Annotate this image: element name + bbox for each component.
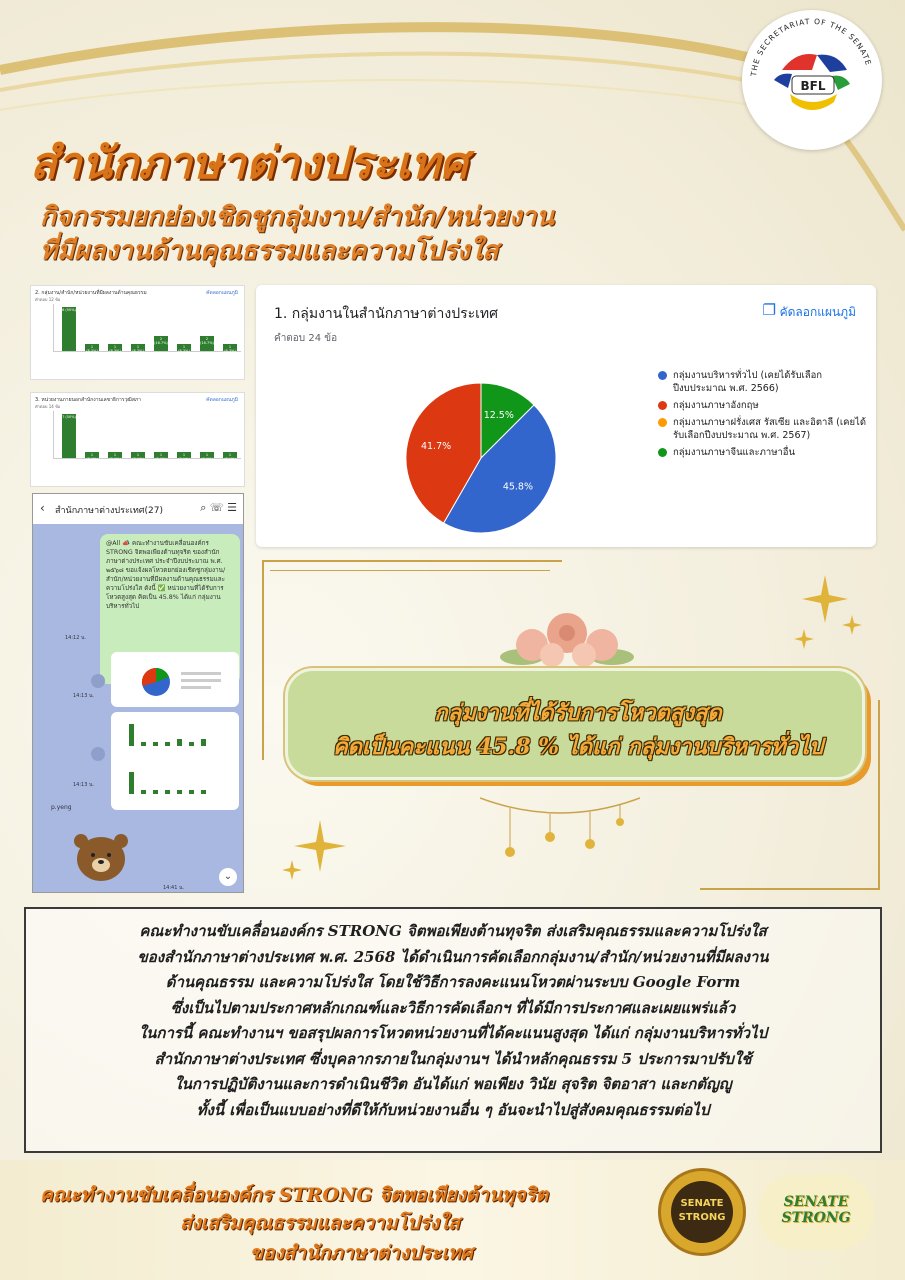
copy-chart-link[interactable]: คัดลอกแผนภูมิ: [779, 305, 856, 319]
thumb-chart-copy-link[interactable]: คัดลอกแผนภูมิ: [206, 290, 238, 296]
description-line: ในการปฏิบัติงานและการดำเนินชีวิต อันได้แก่ พอเพียง วินัย สุจริต จิตอาสา และกตัญญู: [174, 1075, 732, 1093]
message-time: 14:12 น.: [65, 635, 87, 641]
thumb-bar-label: 1 (7.1%): [178, 452, 190, 461]
chat-header-icons[interactable]: ⌕ ☏ ☰: [200, 501, 237, 514]
scroll-down-icon[interactable]: ⌄: [219, 868, 237, 886]
description-line: ด้านคุณธรรม และความโปร่งใส โดยใช้วิธีการลงคะแนนโหวตผ่านระบบ Google Form: [165, 973, 741, 991]
legend-dot-icon: [658, 448, 667, 457]
thumb-bar-label: 1 (7.1%): [132, 452, 144, 461]
seal-text: SENATE STRONG: [671, 1181, 733, 1243]
logo-ring-text: THE SECRETARIAT OF THE SENATE: [749, 16, 874, 77]
legend-label: กลุ่มงานภาษาจีนและภาษาอื่น: [673, 447, 795, 458]
thumb-bar-label: 1 (8.3%): [224, 344, 236, 353]
banner-line-2: คิดเป็นคะแนน 45.8 % ได้แก่ กลุ่มงานบริหารทั่วไป: [332, 734, 824, 760]
logo-badge-text: BFL: [800, 79, 826, 93]
subtitle-line-1: กิจกรรมยกย่องเชิดชูกลุ่มงาน/สำนัก/หน่วยงาน: [40, 202, 555, 232]
thumb-chart-title: 3. หน่วยงานภายนอกสำนักงานเลขาธิการวุฒิสภา: [35, 397, 141, 403]
legend-dot-icon: [658, 418, 667, 427]
thumb-bar: [223, 344, 237, 351]
line-chat-screenshot: [32, 493, 244, 893]
secretariat-logo: [742, 10, 882, 150]
rose-decoration: [492, 605, 642, 675]
pie-chart-card: [256, 285, 876, 547]
mini-pie-thumb: [111, 652, 239, 707]
thumb-bar-label: 1 (8.3%): [86, 344, 98, 353]
mini-bar-thumb: [111, 712, 239, 810]
sparkle-icon: [280, 810, 360, 890]
pie-slice-label: 12.5%: [483, 410, 514, 422]
pie-slice-label: 41.7%: [420, 441, 452, 453]
thumb-bar-label: 2 (16.7%): [200, 337, 214, 346]
page-title: สำนักภาษาต่างประเทศ: [30, 138, 468, 189]
sender-name: p.yeng: [51, 804, 72, 811]
pie-legend: [658, 369, 868, 463]
thumb-bar-label: 7 (50%): [62, 415, 76, 419]
thumb-bar: [223, 452, 237, 461]
legend-item: [658, 446, 868, 459]
thumb-chart-count: คำตอบ 12 ข้อ: [35, 297, 61, 302]
pie-chart-title: 1. กลุ่มงานในสำนักภาษาต่างประเทศ: [274, 306, 499, 322]
hanging-ornament-decoration: [480, 788, 640, 868]
legend-label: กลุ่มงานภาษาอังกฤษ: [673, 400, 759, 411]
footer-line-3: ของสำนักภาษาต่างประเทศ: [250, 1242, 473, 1264]
thumb-bar-label: 1 (7.1%): [109, 452, 121, 461]
pie-slice-label: 45.8%: [502, 481, 534, 493]
description-line: สำนักภาษาต่างประเทศ ซึ่งบุคลากรภายในกลุ่มงานฯ ได้นำหลักคุณธรรม 5 ประการมาปรับใช้: [154, 1049, 752, 1068]
description-line: ทั้งนี้ เพื่อเป็นแบบอย่างที่ดีให้กับหน่วยงานอื่น ๆ อันจะนำไปสู่สังคมคุณธรรมต่อไป: [196, 1100, 710, 1119]
thumb-bar: [108, 344, 122, 351]
chat-header: [33, 494, 244, 524]
senate-strong-seal: [658, 1168, 746, 1256]
legend-dot-icon: [658, 401, 667, 410]
thumb-bar: [200, 336, 214, 351]
legend-dot-icon: [658, 371, 667, 380]
image-message-bars[interactable]: [111, 712, 239, 810]
footer-line-2: ส่งเสริมคุณธรรมและความโปร่งใส: [180, 1212, 460, 1234]
thumb-chart-axis: [53, 304, 241, 352]
footer-line-1: คณะทำงานขับเคลื่อนองค์กร STRONG จิตพอเพียงต้านทุจริต: [40, 1184, 549, 1206]
thumb-bar-label: 1 (7.1%): [86, 452, 98, 461]
legend-item: [658, 416, 868, 442]
thumb-bar: [62, 307, 76, 351]
result-banner: [285, 668, 865, 780]
logo-text: SENATE STRONG: [781, 1194, 851, 1226]
chat-title: สำนักภาษาต่างประเทศ(27): [55, 506, 163, 516]
thumb-bar: [131, 452, 145, 461]
thumb-bar: [154, 452, 168, 461]
thumb-bar-label: 6 (50%): [62, 308, 76, 312]
thumb-bar-label: 1 (8.3%): [109, 344, 121, 353]
thumb-bar: [85, 344, 99, 351]
description-line: คณะทำงานขับเคลื่อนองค์กร STRONG จิตพอเพียงต้านทุจริต ส่งเสริมคุณธรรมและความโปร่งใส: [139, 922, 767, 940]
brown-bear-sticker: [71, 827, 131, 885]
thumb-bar: [108, 452, 122, 461]
gold-frame-line: [262, 560, 264, 760]
message-time: 14:13 น.: [73, 782, 95, 788]
description-line: ซึ่งเป็นไปตามประกาศหลักเกณฑ์และวิธีการคัดเลือกฯ ที่ได้มีการประกาศและเผยแพร่แล้ว: [170, 998, 736, 1017]
thumb-chart-copy-link[interactable]: คัดลอกแผนภูมิ: [206, 397, 238, 403]
gold-frame-line: [270, 570, 550, 571]
message-time: 14:13 น.: [73, 693, 95, 699]
description-box: [24, 907, 882, 1153]
chat-message: @All 📣 คณะทำงานขับเคลื่อนองค์กร STRONG จิตพอเพียงต้านทุจริต ของสำนักภาษาต่างประเทศ ประจำปีงบประมาณ พ.ศ. ๒๕๖๘ ขอแจ้งผลโหวตยกย่องเชิดชูกลุ่มงาน/สำนัก/หน่วยงานที่มีผลงานด้านคุณธรรมและความโปร่งใส ดังนี้ ✅ หน่วยงานที่ได้รับการโหวตสูงสุด คิดเป็น 45.8% ได้แก่ กลุ่มงานบริหารทั่วไป: [100, 534, 240, 684]
thumb-bar: [85, 452, 99, 461]
gold-frame-line: [700, 888, 880, 890]
response-count: คำตอบ 24 ข้อ: [274, 333, 338, 344]
thumb-bar: [62, 414, 76, 458]
share-icon[interactable]: [91, 674, 105, 688]
description-line: ในการนี้ คณะทำงานฯ ขอสรุปผลการโหวตหน่วยงานที่ได้คะแนนสูงสุด ได้แก่ กลุ่มงานบริหารทั่วไป: [138, 1024, 768, 1042]
thumb-chart-2: [30, 392, 245, 487]
thumb-bar: [131, 344, 145, 351]
description-line: ของสำนักภาษาต่างประเทศ พ.ศ. 2568 ได้ดำเนินการคัดเลือกกลุ่มงาน/สำนัก/หน่วยงานที่มีผลงาน: [137, 947, 769, 966]
gold-frame-line: [878, 700, 880, 890]
subtitle-line-2: ที่มีผลงานด้านคุณธรรมและความโปร่งใส: [40, 236, 499, 266]
thumb-bar: [154, 336, 168, 351]
copy-icon[interactable]: ❐: [762, 301, 776, 319]
thumb-chart-axis: [53, 411, 241, 459]
message-time: 14:41 น.: [163, 885, 185, 891]
banner-line-1: กลุ่มงานที่ได้รับการโหวตสูงสุด: [434, 700, 722, 726]
logo-graphic: [742, 10, 882, 150]
gold-frame-line: [262, 560, 562, 562]
thumb-bar-label: 1 (8.3%): [178, 344, 190, 353]
thumb-bar: [177, 344, 191, 351]
thumb-chart-1: [30, 285, 245, 380]
senate-strong-logo: [758, 1174, 874, 1250]
pie-chart: [396, 373, 566, 543]
legend-label: กลุ่มงานบริหารทั่วไป (เคยได้รับเลือกปีงบประมาณ พ.ศ. 2566): [673, 370, 823, 394]
thumb-bar-label: 1 (7.1%): [224, 452, 236, 461]
sparkle-icon: [790, 565, 870, 655]
thumb-bar-label: 1 (8.3%): [132, 344, 144, 353]
thumb-bar-label: 2 (16.7%): [154, 337, 168, 346]
legend-item: [658, 369, 868, 395]
thumb-chart-count: คำตอบ 14 ข้อ: [35, 404, 61, 409]
image-message-pie[interactable]: [111, 652, 239, 707]
thumb-bar: [177, 452, 191, 461]
back-arrow-icon[interactable]: ‹: [40, 501, 45, 515]
thumb-bar: [200, 452, 214, 461]
thumb-bar-label: 1 (7.1%): [155, 452, 167, 461]
thumb-bar-label: 1 (7.1%): [201, 452, 213, 461]
legend-item: [658, 399, 868, 412]
share-icon[interactable]: [91, 747, 105, 761]
thumb-chart-title: 2. กลุ่มงาน/สำนัก/หน่วยงานที่มีผลงานด้านคุณธรรม: [35, 290, 147, 296]
legend-label: กลุ่มงานภาษาฝรั่งเศส รัสเซีย และอิตาลี (เคยได้รับเลือกปีงบประมาณ พ.ศ. 2567): [673, 417, 867, 441]
